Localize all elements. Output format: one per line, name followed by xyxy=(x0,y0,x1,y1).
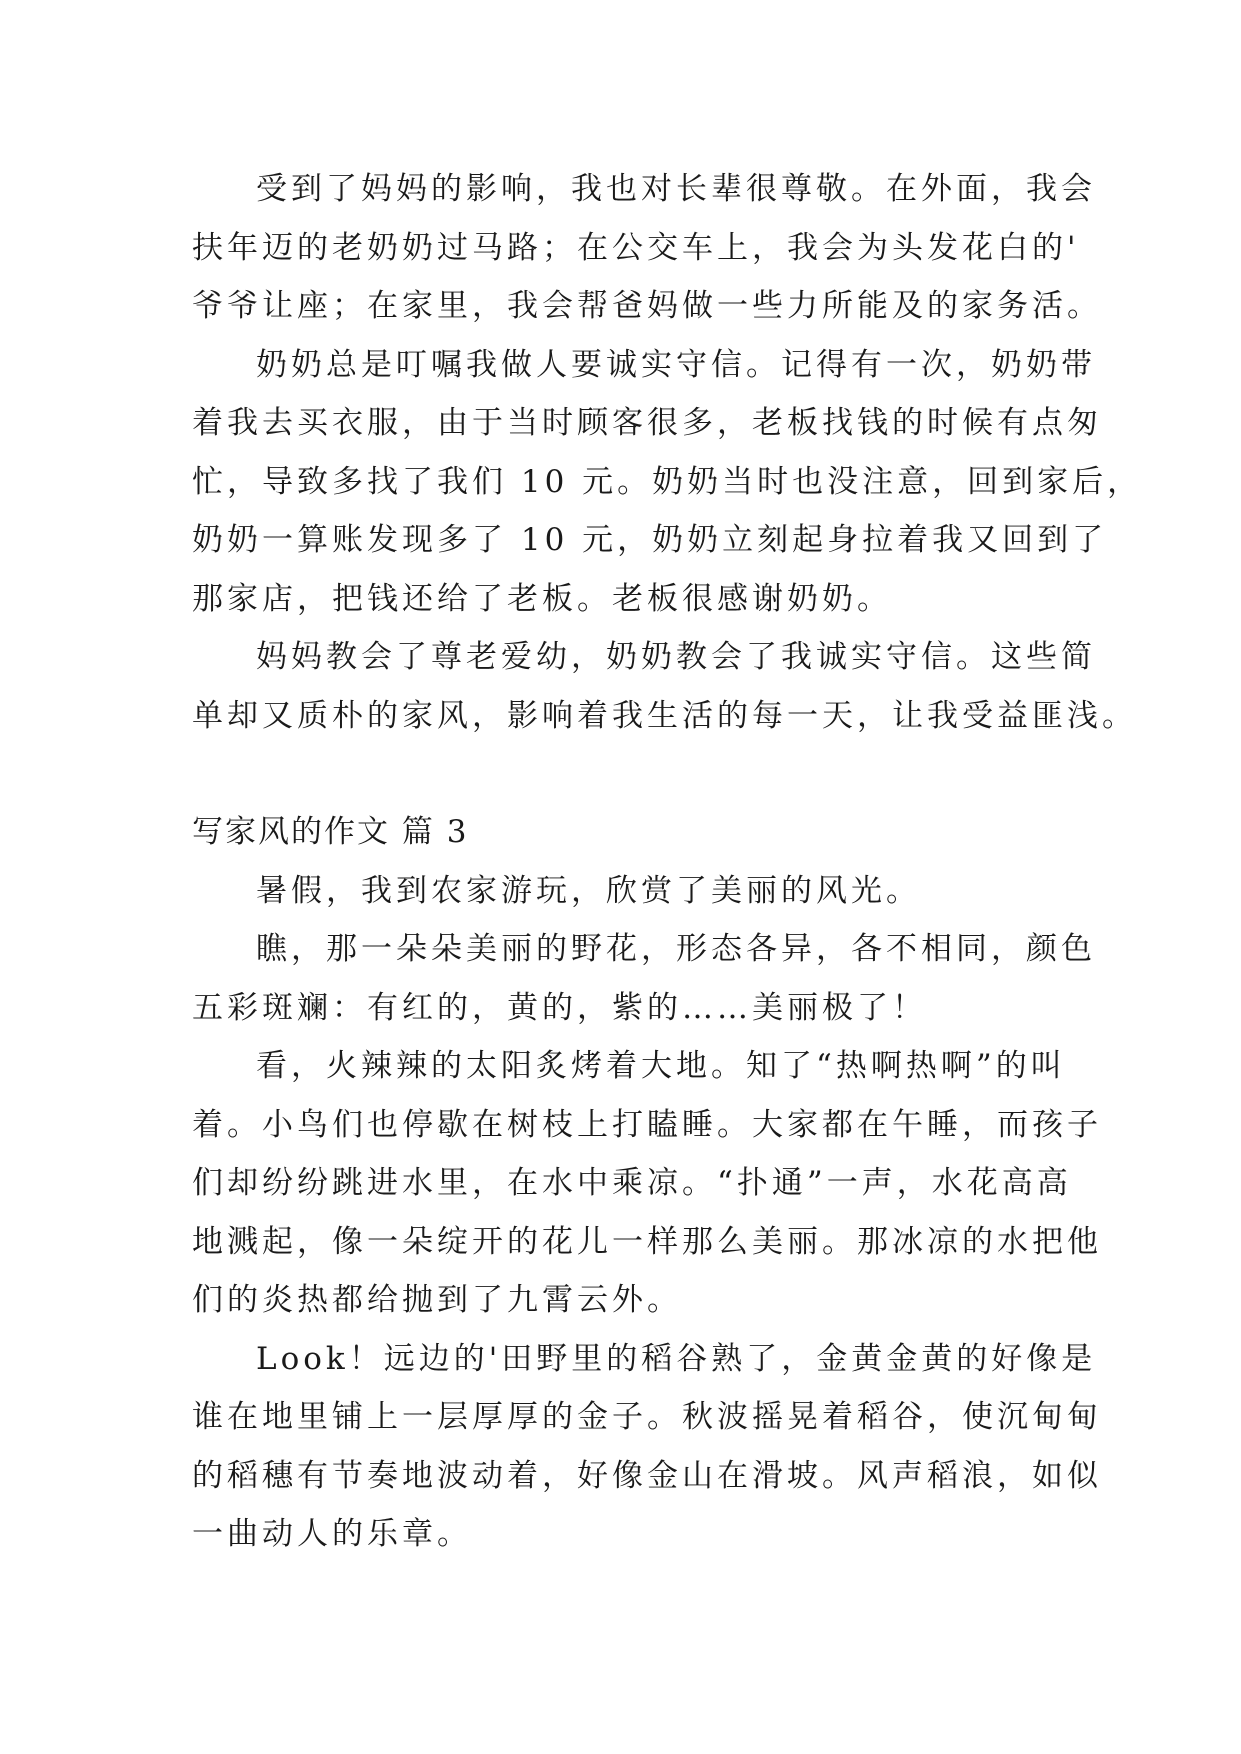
text-line: 受到了妈妈的影响，我也对长辈很尊敬。在外面，我会 xyxy=(256,171,1096,207)
text-line: 奶奶总是叮嘱我做人要诚实守信。记得有一次，奶奶带 xyxy=(256,346,1096,383)
text-line: 奶奶一算账发现多了 10 元，奶奶立刻起身拉着我又回到了 xyxy=(192,522,1108,558)
text-line: Look！远边的'田野里的稻谷熟了，金黄金黄的好像是 xyxy=(256,1340,1097,1377)
text-line: 爷爷让座；在家里，我会帮爸妈做一些力所能及的家务活。 xyxy=(192,288,1102,324)
text-line: 一曲动人的乐章。 xyxy=(192,1516,472,1552)
text-line: 着。小鸟们也停歇在树枝上打瞌睡。大家都在午睡，而孩子 xyxy=(192,1106,1102,1143)
text-line: 谁在地里铺上一层厚厚的金子。秋波摇晃着稻谷，使沉甸甸 xyxy=(192,1399,1102,1435)
section-2 xyxy=(192,803,1102,1564)
text-line: 那家店，把钱还给了老板。老板很感谢奶奶。 xyxy=(192,580,892,617)
paragraph-respect-elders xyxy=(192,160,1102,336)
section-heading: 写家风的作文 篇 3 xyxy=(192,814,469,850)
paragraph-hot-sun xyxy=(192,1037,1102,1330)
paragraph-wildflowers xyxy=(192,920,1096,1037)
section-spacer xyxy=(192,745,1062,803)
text-line: 忙，导致多找了我们 10 元。奶奶当时也没注意，回到家后， xyxy=(192,463,1143,500)
text-line: 单却又质朴的家风，影响着我生活的每一天，让我受益匪浅。 xyxy=(192,697,1137,734)
paragraph-summer-trip xyxy=(192,862,1062,921)
text-line: 的稻穗有节奏地波动着，好像金山在滑坡。风声稻浪，如似 xyxy=(192,1457,1102,1494)
text-line: 妈妈教会了尊老爱幼，奶奶教会了我诚实守信。这些简 xyxy=(256,639,1096,675)
text-line: 瞧，那一朵朵美丽的野花，形态各异，各不相同，颜色 xyxy=(256,931,1096,967)
document-page xyxy=(192,160,1143,1564)
text-line: 五彩斑斓：有红的，黄的，紫的……美丽极了！ xyxy=(192,989,927,1026)
paragraph-honesty-story xyxy=(192,336,1143,629)
text-line: 们却纷纷跳进水里，在水中乘凉。“扑通”一声，水花高高 xyxy=(192,1165,1072,1201)
text-line: 地溅起，像一朵绽开的花儿一样那么美丽。那冰凉的水把他 xyxy=(192,1223,1102,1260)
text-line: 看，火辣辣的太阳炙烤着大地。知了“热啊热啊”的叫 xyxy=(256,1048,1066,1084)
text-line: 们的炎热都给抛到了九霄云外。 xyxy=(192,1282,682,1318)
section-1 xyxy=(192,160,1143,745)
text-line: 着我去买衣服，由于当时顾客很多，老板找钱的时候有点匆 xyxy=(192,405,1102,441)
paragraph-rice-fields xyxy=(192,1330,1102,1564)
paragraph-conclusion xyxy=(192,628,1137,745)
text-line: 扶年迈的老奶奶过马路；在公交车上，我会为头发花白的' xyxy=(192,229,1080,266)
text-line: 暑假，我到农家游玩，欣赏了美丽的风光。 xyxy=(256,872,921,909)
